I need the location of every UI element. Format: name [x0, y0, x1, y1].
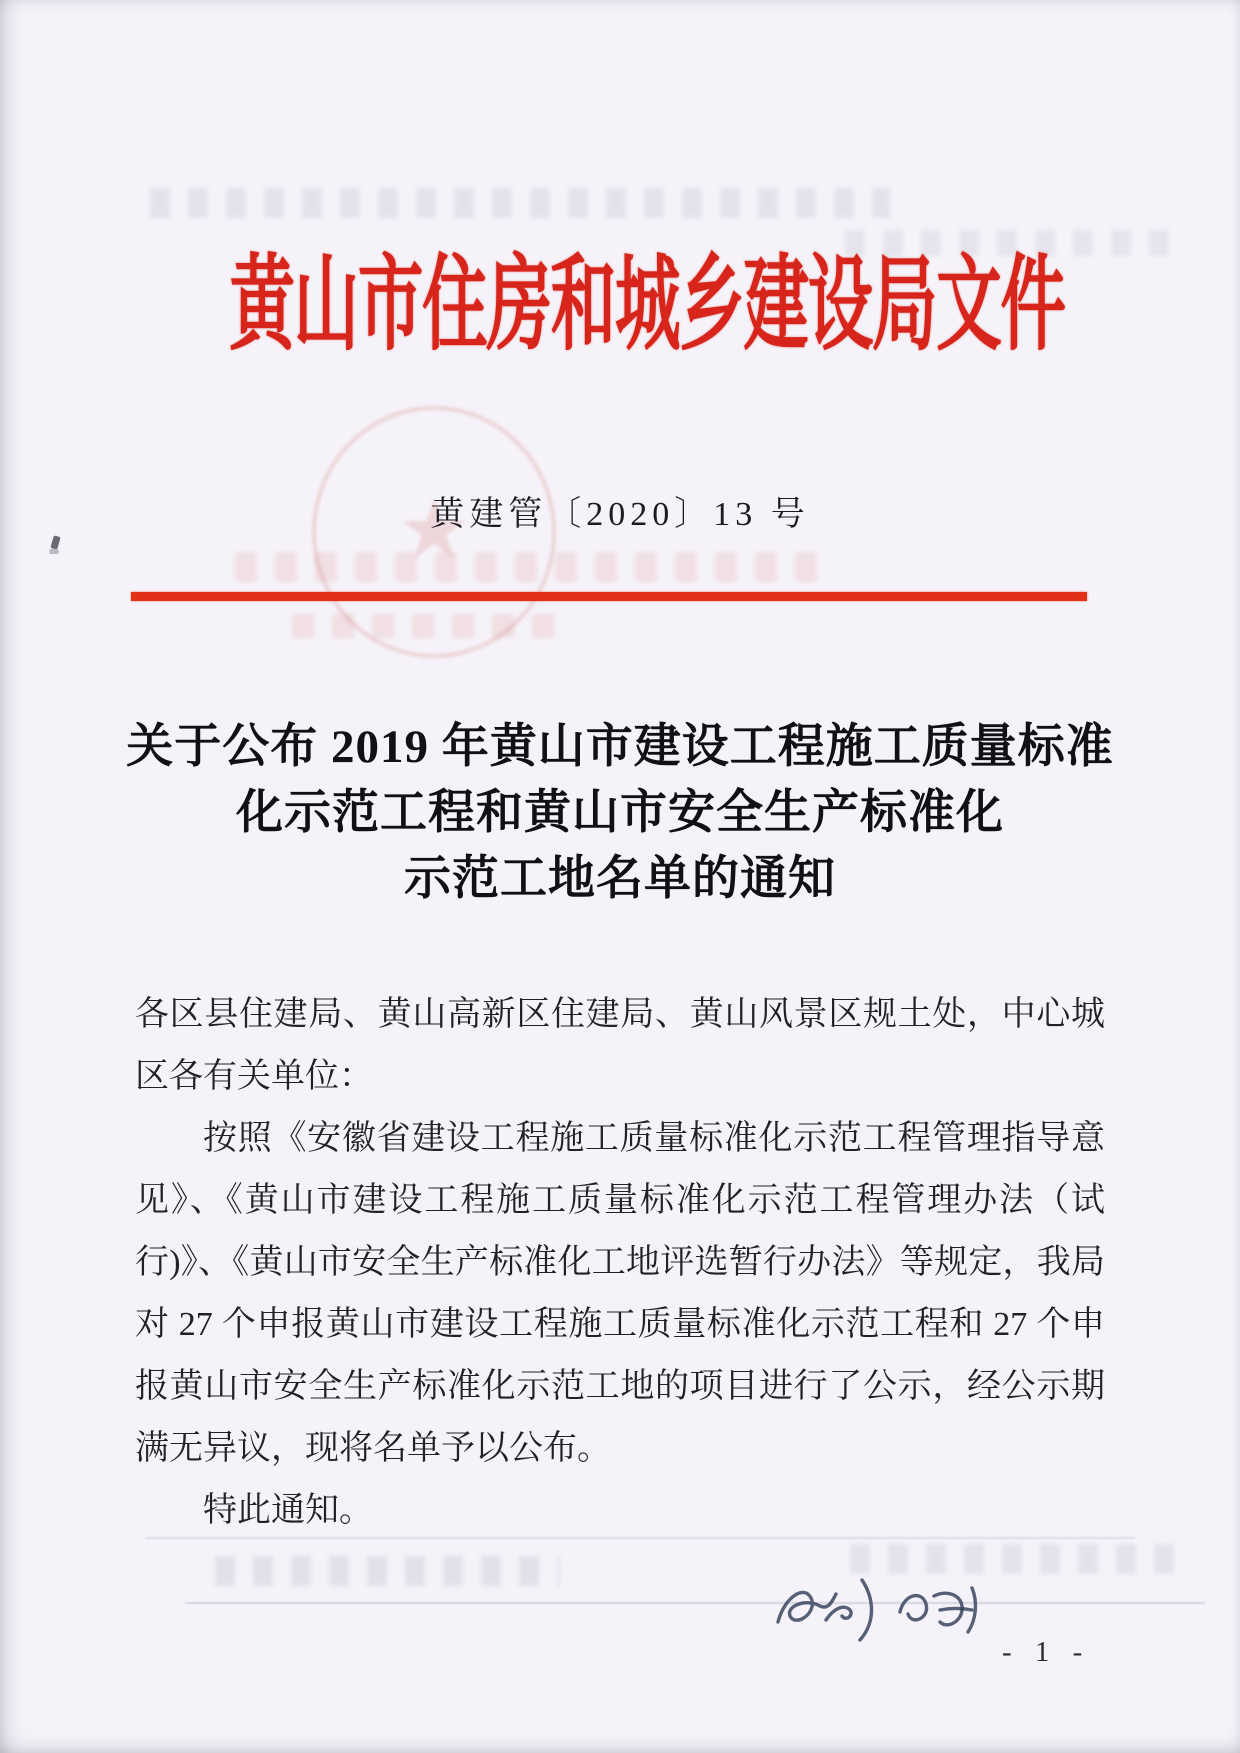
- document-title-line-2: 化示范工程和黄山市安全生产标准化: [236, 787, 1004, 839]
- body-line-1: 按照《安徽省建设工程施工质量标准化示范工程管理指导意: [203, 1120, 1105, 1157]
- document-number: 黄建管〔2020〕13 号: [430, 496, 810, 533]
- bleed-through-text-top: [150, 188, 890, 218]
- body-line-4: 对 27 个申报黄山市建设工程施工质量标准化示范工程和 27 个申: [135, 1306, 1105, 1343]
- signature-stroke: [940, 1609, 972, 1611]
- document-title-line-1: 关于公布 2019 年黄山市建设工程施工质量标准: [126, 721, 1114, 773]
- seal-star-icon: ★: [397, 482, 471, 578]
- page-number: - 1 -: [1002, 1636, 1086, 1668]
- red-divider-rule: [131, 592, 1087, 601]
- document-title: [0, 714, 1240, 912]
- bleed-through-text-bottom-left: [215, 1556, 560, 1586]
- body-line-5: 报黄山市安全生产标准化示范工地的项目进行了公示，经公示期: [135, 1368, 1105, 1405]
- bleed-through-text-middle: [235, 552, 835, 582]
- signature-stroke: [900, 1596, 927, 1620]
- signature-stroke: [860, 1580, 872, 1640]
- bleed-through-date-middle: [292, 614, 562, 638]
- document-body: [135, 984, 1105, 1542]
- body-line-2: 见》、《黄山市建设工程施工质量标准化示范工程管理办法（试: [135, 1182, 1105, 1219]
- scan-speck: [49, 549, 59, 554]
- body-line-6: 满无异议，现将名单予以公布。: [135, 1430, 611, 1467]
- scan-speck: [50, 535, 60, 549]
- salutation-line-2: 区各有关单位：: [135, 1058, 373, 1095]
- document-title-line-3: 示范工地名单的通知: [404, 853, 836, 905]
- closing-line: 特此通知。: [203, 1492, 373, 1529]
- letterhead-title: 黄山市住房和城乡建设局文件: [229, 248, 1065, 363]
- signature-stroke: [826, 1607, 851, 1620]
- salutation-line-1: 各区县住建局、黄山高新区住建局、黄山风景区规土处，中心城: [135, 996, 1105, 1033]
- handwritten-signatures: [768, 1568, 1018, 1658]
- body-line-3: 行)》、《黄山市安全生产标准化工地评选暂行办法》等规定，我局: [135, 1244, 1105, 1281]
- faint-scan-line: [185, 1602, 1205, 1604]
